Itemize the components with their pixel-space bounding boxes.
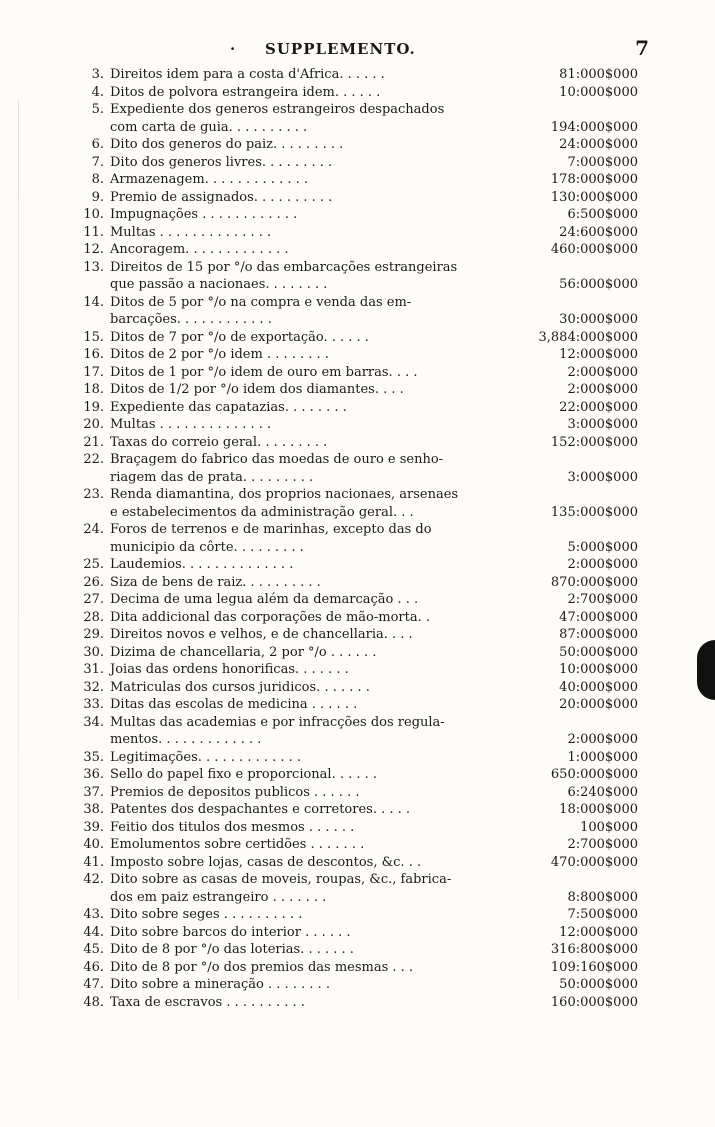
item-number: 16. xyxy=(83,347,104,362)
list-item xyxy=(76,976,638,994)
item-amount: 47:000$000 xyxy=(559,609,638,625)
list-item xyxy=(76,241,638,259)
item-amount: 1:000$000 xyxy=(567,749,638,765)
item-number: 34. xyxy=(83,714,104,730)
list-item xyxy=(76,329,638,347)
list-item xyxy=(76,189,638,207)
item-description: Feitio dos titulos dos mesmos . . . . . . xyxy=(110,819,355,835)
list-item xyxy=(76,854,638,872)
item-number: 30. xyxy=(83,644,104,660)
header-dot: · xyxy=(230,40,237,58)
list-item xyxy=(76,556,638,574)
item-description: Dito dos generos do paiz. . . . . . . . . xyxy=(110,137,344,152)
list-item xyxy=(76,381,638,399)
item-number: 21. xyxy=(83,434,104,450)
item-number: 46. xyxy=(83,959,104,975)
item-description: Ditas das escolas de medicina . . . . . . xyxy=(110,697,358,712)
item-amount: 870:000$000 xyxy=(550,574,638,590)
item-description: Ditos de polvora estrangeira idem. . . . . . xyxy=(110,84,381,100)
item-description: Armazenagem. . . . . . . . . . . . . xyxy=(110,172,308,187)
list-item xyxy=(76,644,638,662)
item-amount: 316:800$000 xyxy=(550,942,638,957)
item-description: Taxa de escravos . . . . . . . . . . xyxy=(110,994,305,1010)
item-amount: 460:000$000 xyxy=(550,242,638,257)
item-description: Patentes dos despachantes e corretores. . . . . xyxy=(110,802,411,817)
item-amount: 7:500$000 xyxy=(567,907,638,922)
item-description: Matriculas dos cursos juridicos. . . . . . . xyxy=(110,679,370,695)
item-description: Dito sobre seges . . . . . . . . . . xyxy=(110,907,303,922)
item-description: Impugnações . . . . . . . . . . . . xyxy=(110,207,298,222)
item-amount: 81:000$000 xyxy=(559,67,638,82)
list-item xyxy=(76,346,638,364)
item-amount: 12:000$000 xyxy=(559,347,638,362)
item-number: 9. xyxy=(91,189,104,205)
item-amount: 6:240$000 xyxy=(567,784,638,800)
list-item xyxy=(76,574,638,592)
item-description: Ditos de 7 por °/o de exportação. . . . . . xyxy=(110,329,369,345)
item-description: Dito de 8 por °/o dos premios das mesmas . . . xyxy=(110,959,414,975)
item-description: Ditos de 2 por °/o idem . . . . . . . . xyxy=(110,347,329,362)
item-amount: 10:000$000 xyxy=(559,662,638,677)
item-amount: 18:000$000 xyxy=(559,802,638,817)
item-description: Joias das ordens honorificas. . . . . . . xyxy=(110,662,349,677)
item-amount: 470:000$000 xyxy=(550,854,638,870)
list-item xyxy=(76,206,638,224)
item-amount: 50:000$000 xyxy=(559,977,638,992)
item-amount: 2:000$000 xyxy=(567,732,638,747)
list-item xyxy=(76,714,638,749)
item-number: 47. xyxy=(83,977,104,992)
item-amount: 5:000$000 xyxy=(567,539,638,555)
list-item xyxy=(76,959,638,977)
item-description: Dito sobre a mineração . . . . . . . . xyxy=(110,977,330,992)
item-description: Taxas do correio geral. . . . . . . . . xyxy=(110,434,328,450)
item-amount: 50:000$000 xyxy=(559,644,638,660)
item-amount: 178:000$000 xyxy=(550,172,638,187)
list-item xyxy=(76,434,638,452)
item-number: 24. xyxy=(83,522,104,537)
item-amount: 160:000$000 xyxy=(550,994,638,1010)
item-number: 36. xyxy=(83,767,104,782)
item-number: 3. xyxy=(91,67,104,82)
page-number: 7 xyxy=(635,36,650,60)
item-number: 29. xyxy=(83,627,104,642)
list-item xyxy=(76,364,638,382)
item-description: Dito sobre as casas de moveis, roupas, &c., fabrica- dos em paiz estrangeiro . . . . . . . xyxy=(110,872,452,905)
item-number: 22. xyxy=(83,452,104,467)
item-amount: 2:700$000 xyxy=(567,837,638,852)
list-item xyxy=(76,924,638,942)
list-item xyxy=(76,819,638,837)
item-number: 5. xyxy=(91,102,104,117)
item-amount: 194:000$000 xyxy=(550,119,638,135)
item-description: Ditos de 5 por °/o na compra e venda das em- barcações. . . . . . . . . . . . xyxy=(110,294,412,327)
item-amount: 109:160$000 xyxy=(550,959,638,975)
item-amount: 2:000$000 xyxy=(567,382,638,397)
item-description: Direitos de 15 por °/o das embarcações estrangeiras que passão a nacionaes. . . . . . . . xyxy=(110,259,458,292)
item-description: Expediente das capatazias. . . . . . . . xyxy=(110,399,347,415)
item-number: 20. xyxy=(83,417,104,432)
item-description: Legitimações. . . . . . . . . . . . . xyxy=(110,749,302,765)
item-number: 12. xyxy=(83,242,104,257)
item-description: Foros de terrenos e de marinhas, excepto das do municipio da côrte. . . . . . . . . xyxy=(110,522,432,555)
item-description: Dizima de chancellaria, 2 por °/o . . . . . . xyxy=(110,644,377,660)
item-amount: 7:000$000 xyxy=(567,154,638,170)
item-amount: 6:500$000 xyxy=(567,207,638,222)
item-number: 39. xyxy=(83,819,104,835)
list-item xyxy=(76,399,638,417)
item-number: 18. xyxy=(83,382,104,397)
list-item xyxy=(76,101,638,136)
list-item xyxy=(76,994,638,1012)
item-number: 6. xyxy=(91,137,104,152)
item-description: Direitos idem para a costa d'Africa. . . . . . xyxy=(110,67,385,82)
item-number: 43. xyxy=(83,907,104,922)
item-amount: 3,884:000$000 xyxy=(538,329,638,345)
list-item xyxy=(76,696,638,714)
list-item xyxy=(76,626,638,644)
item-number: 10. xyxy=(83,207,104,222)
list-item xyxy=(76,749,638,767)
item-description: Premio de assignados. . . . . . . . . . xyxy=(110,189,333,205)
item-description: Renda diamantina, dos proprios nacionaes, arsenaes e estabelecimentos da administração geral. . . xyxy=(110,487,459,520)
item-amount: 56:000$000 xyxy=(559,277,638,292)
item-number: 7. xyxy=(91,154,104,170)
item-amount: 2:700$000 xyxy=(567,592,638,607)
item-description: Premios de depositos publicos . . . . . . xyxy=(110,784,360,800)
list-item xyxy=(76,871,638,906)
page-gutter xyxy=(18,100,19,1000)
item-number: 28. xyxy=(83,609,104,625)
list-item xyxy=(76,609,638,627)
list-item xyxy=(76,661,638,679)
item-number: 41. xyxy=(83,854,104,870)
list-item xyxy=(76,84,638,102)
list-item xyxy=(76,66,638,84)
item-description: Imposto sobre lojas, casas de descontos, &c. . . xyxy=(110,854,422,870)
item-description: Dito dos generos livres. . . . . . . . . xyxy=(110,154,333,170)
list-item xyxy=(76,486,638,521)
item-number: 42. xyxy=(83,872,104,887)
item-number: 48. xyxy=(83,994,104,1010)
list-item xyxy=(76,801,638,819)
list-item xyxy=(76,521,638,556)
item-amount: 12:000$000 xyxy=(559,924,638,940)
item-description: Dita addicional das corporações de mão-morta. . xyxy=(110,609,431,625)
item-amount: 2:000$000 xyxy=(567,557,638,572)
item-amount: 10:000$000 xyxy=(559,84,638,100)
item-amount: 30:000$000 xyxy=(559,312,638,327)
item-description: Dito sobre barcos do interior . . . . . . xyxy=(110,924,351,940)
item-description: Ancoragem. . . . . . . . . . . . . xyxy=(110,242,289,257)
page-header xyxy=(60,38,650,62)
item-amount: 3:000$000 xyxy=(567,469,638,485)
list-item xyxy=(76,941,638,959)
item-number: 8. xyxy=(91,172,104,187)
item-description: Multas das academias e por infracções dos regula- mentos. . . . . . . . . . . . . xyxy=(110,714,445,747)
list-item xyxy=(76,451,638,486)
item-number: 37. xyxy=(83,784,104,800)
item-amount: 152:000$000 xyxy=(550,434,638,450)
item-number: 23. xyxy=(83,487,104,502)
list-item xyxy=(76,154,638,172)
entries-list xyxy=(76,66,638,1011)
list-item xyxy=(76,171,638,189)
item-amount: 8:800$000 xyxy=(567,889,638,905)
item-amount: 2:000$000 xyxy=(567,364,638,380)
list-item xyxy=(76,679,638,697)
item-number: 31. xyxy=(83,662,104,677)
item-amount: 20:000$000 xyxy=(559,697,638,712)
item-number: 4. xyxy=(91,84,104,100)
item-number: 27. xyxy=(83,592,104,607)
item-number: 25. xyxy=(83,557,104,572)
item-number: 38. xyxy=(83,802,104,817)
item-number: 17. xyxy=(83,364,104,380)
item-description: Emolumentos sobre certidões . . . . . . . xyxy=(110,837,365,852)
item-description: Ditos de 1/2 por °/o idem dos diamantes. . . . xyxy=(110,382,404,397)
item-number: 13. xyxy=(83,259,104,275)
item-description: Siza de bens de raiz. . . . . . . . . . xyxy=(110,574,321,590)
item-amount: 24:000$000 xyxy=(559,137,638,152)
list-item xyxy=(76,294,638,329)
item-amount: 130:000$000 xyxy=(550,189,638,205)
item-description: Laudemios. . . . . . . . . . . . . . xyxy=(110,557,294,572)
list-item xyxy=(76,766,638,784)
item-number: 32. xyxy=(83,679,104,695)
item-number: 44. xyxy=(83,924,104,940)
item-description: Sello do papel fixo e proporcional. . . . . . xyxy=(110,767,378,782)
list-item xyxy=(76,784,638,802)
item-amount: 100$000 xyxy=(580,819,638,835)
item-number: 11. xyxy=(83,224,104,240)
item-description: Expediente dos generos estrangeiros despachados com carta de guia. . . . . . . . . . xyxy=(110,102,445,135)
list-item xyxy=(76,906,638,924)
item-number: 15. xyxy=(83,329,104,345)
list-item xyxy=(76,416,638,434)
item-number: 26. xyxy=(83,574,104,590)
item-amount: 3:000$000 xyxy=(567,417,638,432)
item-description: Multas . . . . . . . . . . . . . . xyxy=(110,224,272,240)
list-item xyxy=(76,224,638,242)
item-number: 45. xyxy=(83,942,104,957)
item-amount: 87:000$000 xyxy=(559,627,638,642)
item-amount: 24:600$000 xyxy=(559,224,638,240)
item-number: 40. xyxy=(83,837,104,852)
page-title: SUPPLEMENTO. xyxy=(265,40,416,58)
item-description: Dito de 8 por °/o das loterias. . . . . . . xyxy=(110,942,354,957)
item-description: Multas . . . . . . . . . . . . . . xyxy=(110,417,272,432)
item-description: Direitos novos e velhos, e de chancellaria. . . . xyxy=(110,627,413,642)
item-amount: 40:000$000 xyxy=(559,679,638,695)
item-number: 14. xyxy=(83,294,104,310)
item-number: 19. xyxy=(83,399,104,415)
list-item xyxy=(76,259,638,294)
list-item xyxy=(76,591,638,609)
list-item xyxy=(76,836,638,854)
page-edge-stain xyxy=(697,640,715,700)
item-description: Braçagem do fabrico das moedas de ouro e senho- riagem das de prata. . . . . . . . . xyxy=(110,452,444,485)
item-amount: 22:000$000 xyxy=(559,399,638,415)
item-description: Ditos de 1 por °/o idem de ouro em barras. . . . xyxy=(110,364,418,380)
item-amount: 650:000$000 xyxy=(550,767,638,782)
item-number: 33. xyxy=(83,697,104,712)
list-item xyxy=(76,136,638,154)
item-description: Decima de uma legua além da demarcação . . . xyxy=(110,592,419,607)
item-amount: 135:000$000 xyxy=(550,504,638,520)
item-number: 35. xyxy=(83,749,104,765)
